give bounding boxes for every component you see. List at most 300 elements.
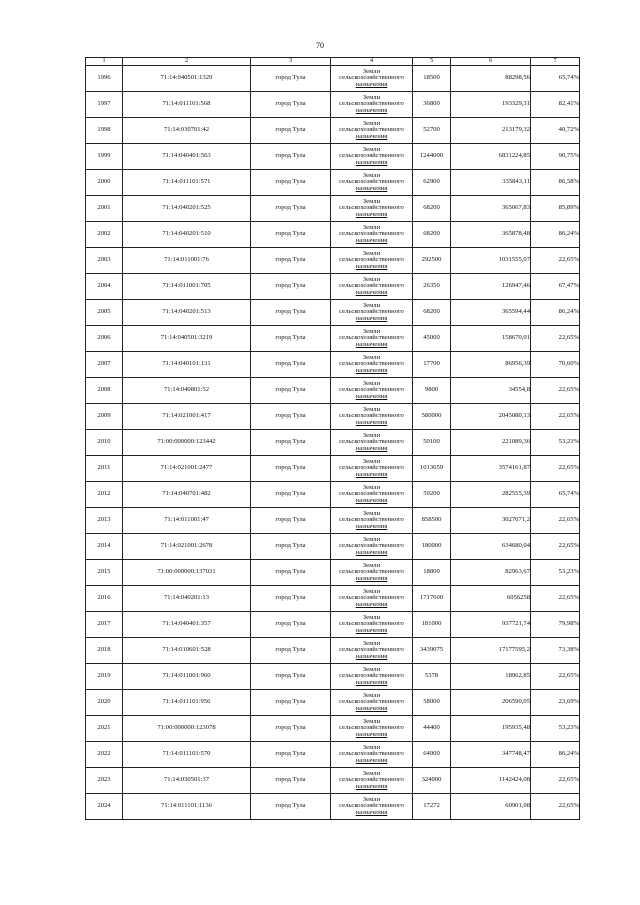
row-number: 2004 [86,274,123,300]
table-row [86,664,580,690]
land-category-line: назначения [355,782,388,790]
land-category-line: назначения [355,678,388,686]
cadastral-value: 6831224,85 [451,144,531,170]
column-header: 6 [451,58,531,66]
cadastral-value: 3574161,87 [451,456,531,482]
location: город Тула [251,612,331,638]
location: город Тула [251,638,331,664]
row-number: 2018 [86,638,123,664]
land-category [331,690,413,716]
land-category-line: сельскохозяйственного [339,308,404,316]
cadastral-value: 195935,48 [451,716,531,742]
cadastral-number: 71:14:040401:357 [123,612,251,638]
row-number: 2016 [86,586,123,612]
location: город Тула [251,248,331,274]
table-row [86,768,580,794]
location: город Тула [251,664,331,690]
row-number: 2006 [86,326,123,352]
land-category-line: Земли [362,93,381,101]
land-category-line: сельскохозяйственного [339,74,404,82]
table-row [86,794,580,820]
land-category [331,456,413,482]
area: 324000 [413,768,451,794]
column-header: 1 [86,58,123,66]
area: 9800 [413,378,451,404]
cadastral-number: 71:00:000000:123442 [123,430,251,456]
row-number: 2020 [86,690,123,716]
table-row [86,508,580,534]
table-row [86,196,580,222]
land-category-line: Земли [362,405,381,413]
percentage: 53,23% [531,430,580,456]
location: город Тула [251,144,331,170]
row-number: 1999 [86,144,123,170]
land-category-line: назначения [355,106,388,114]
land-category-line: сельскохозяйственного [339,360,404,368]
location: город Тула [251,482,331,508]
area: 68200 [413,300,451,326]
percentage: 86,24% [531,300,580,326]
area: 36800 [413,92,451,118]
land-category-line: Земли [362,795,381,803]
cadastral-value: 221089,36 [451,430,531,456]
land-category-line: сельскохозяйственного [339,282,404,290]
land-category-line: Земли [362,301,381,309]
cadastral-value: 18962,85 [451,664,531,690]
land-category-line: Земли [362,717,381,725]
location: город Тула [251,118,331,144]
location: город Тула [251,508,331,534]
row-number: 2013 [86,508,123,534]
land-category-line: сельскохозяйственного [339,594,404,602]
cadastral-value: 365878,48 [451,222,531,248]
area: 1717600 [413,586,451,612]
cadastral-number: 71:14:011001:960 [123,664,251,690]
cadastral-value: 86956,39 [451,352,531,378]
percentage: 86,24% [531,222,580,248]
land-category-line: назначения [355,600,388,608]
land-category-line: назначения [355,132,388,140]
land-category-line: назначения [355,704,388,712]
location: город Тула [251,92,331,118]
area: 62900 [413,170,451,196]
table-row [86,534,580,560]
row-number: 2022 [86,742,123,768]
land-category [331,144,413,170]
table-row [86,222,580,248]
cadastral-number: 71:14:040101:131 [123,352,251,378]
percentage: 53,23% [531,716,580,742]
row-number: 2007 [86,352,123,378]
land-category-line: Земли [362,119,381,127]
location: город Тула [251,222,331,248]
table-row [86,248,580,274]
location: город Тула [251,690,331,716]
land-category-line: сельскохозяйственного [339,126,404,134]
column-header: 2 [123,58,251,66]
cadastral-number: 71:14:030501:37 [123,768,251,794]
percentage: 53,23% [531,560,580,586]
land-category-line: сельскохозяйственного [339,464,404,472]
cadastral-value: 1142424,08 [451,768,531,794]
land-category-line: назначения [355,808,388,816]
percentage: 86,24% [531,742,580,768]
row-number: 1997 [86,92,123,118]
table-row [86,404,580,430]
area: 59200 [413,482,451,508]
area: 68200 [413,222,451,248]
land-category [331,248,413,274]
land-category-line: назначения [355,730,388,738]
cadastral-value: 34554,8 [451,378,531,404]
row-number: 2014 [86,534,123,560]
land-category-line: сельскохозяйственного [339,178,404,186]
cadastral-number: 71:14:011101:571 [123,170,251,196]
land-category-line: Земли [362,613,381,621]
land-category-line: Земли [362,509,381,517]
area: 18800 [413,560,451,586]
table-row [86,456,580,482]
percentage: 22,65% [531,456,580,482]
land-category-line: сельскохозяйственного [339,386,404,394]
cadastral-value: 335843,11 [451,170,531,196]
percentage: 86,58% [531,170,580,196]
row-number: 2023 [86,768,123,794]
land-category [331,664,413,690]
land-category-line: назначения [355,184,388,192]
area: 44400 [413,716,451,742]
percentage: 22,65% [531,378,580,404]
land-category-line: сельскохозяйственного [339,646,404,654]
area: 58000 [413,690,451,716]
land-category-line: назначения [355,236,388,244]
cadastral-value: 282555,39 [451,482,531,508]
cadastral-number: 71:14:040801:52 [123,378,251,404]
land-category-line: Земли [362,197,381,205]
cadastral-value: 193329,31 [451,92,531,118]
cadastral-value: 60901,08 [451,794,531,820]
percentage: 22,65% [531,664,580,690]
page-number: 70 [316,41,324,50]
area: 52700 [413,118,451,144]
land-category-line: назначения [355,210,388,218]
column-header: 4 [331,58,413,66]
percentage: 79,98% [531,612,580,638]
land-category-line: Земли [362,483,381,491]
land-category-line: назначения [355,288,388,296]
percentage: 22,65% [531,326,580,352]
table-row [86,170,580,196]
land-category-line: сельскохозяйственного [339,750,404,758]
location: город Тула [251,768,331,794]
cadastral-number: 71:14:011001:705 [123,274,251,300]
land-category-line: сельскохозяйственного [339,256,404,264]
location: город Тула [251,274,331,300]
land-category-line: сельскохозяйственного [339,776,404,784]
row-number: 2008 [86,378,123,404]
land-category [331,196,413,222]
row-number: 2019 [86,664,123,690]
land-category-line: сельскохозяйственного [339,672,404,680]
location: город Тула [251,430,331,456]
row-number: 2009 [86,404,123,430]
percentage: 23,69% [531,690,580,716]
area: 181000 [413,612,451,638]
cadastral-value: 2045080,13 [451,404,531,430]
location: город Тула [251,742,331,768]
cadastral-number: 71:14:040701:482 [123,482,251,508]
cadastral-number: 71:14:011101:956 [123,690,251,716]
cadastral-number: 71:14:010601:528 [123,638,251,664]
area: 180000 [413,534,451,560]
table-row [86,274,580,300]
land-category-line: назначения [355,314,388,322]
area: 580000 [413,404,451,430]
land-category-line: Земли [362,67,381,75]
land-category-line: назначения [355,444,388,452]
table-row [86,430,580,456]
land-category-line: назначения [355,418,388,426]
cadastral-number: 71:14:021001:2477 [123,456,251,482]
table-row [86,92,580,118]
area: 1244000 [413,144,451,170]
table-row [86,66,580,92]
area: 5378 [413,664,451,690]
land-category [331,66,413,92]
area: 858500 [413,508,451,534]
cadastral-value: 3027071,2 [451,508,531,534]
land-category-line: назначения [355,340,388,348]
land-category-line: Земли [362,379,381,387]
table-row [86,300,580,326]
location: город Тула [251,560,331,586]
land-category [331,560,413,586]
percentage: 73,38% [531,638,580,664]
location: город Тула [251,352,331,378]
land-category [331,716,413,742]
land-category [331,170,413,196]
land-category-line: назначения [355,80,388,88]
land-category [331,326,413,352]
location: город Тула [251,378,331,404]
location: город Тула [251,66,331,92]
land-category-line: сельскохозяйственного [339,230,404,238]
percentage: 22,65% [531,768,580,794]
table-row [86,482,580,508]
cadastral-number: 71:14:040401:563 [123,144,251,170]
land-category-line: назначения [355,262,388,270]
land-category-line: сельскохозяйственного [339,412,404,420]
row-number: 1998 [86,118,123,144]
cadastral-value: 1031555,07 [451,248,531,274]
area: 26350 [413,274,451,300]
cadastral-value: 365594,44 [451,300,531,326]
percentage: 22,65% [531,534,580,560]
land-category-line: сельскохозяйственного [339,620,404,628]
land-category [331,378,413,404]
location: город Тула [251,404,331,430]
row-number: 2011 [86,456,123,482]
cadastral-value: 88298,56 [451,66,531,92]
location: город Тула [251,794,331,820]
location: город Тула [251,326,331,352]
location: город Тула [251,170,331,196]
row-number: 2024 [86,794,123,820]
land-category-line: Земли [362,353,381,361]
area: 45000 [413,326,451,352]
table-row [86,742,580,768]
cadastral-number: 71:14:011101:1136 [123,794,251,820]
percentage: 22,65% [531,404,580,430]
cadastral-number: 71:00:000000:123078 [123,716,251,742]
column-header: 5 [413,58,451,66]
percentage: 82,41% [531,92,580,118]
table-row [86,612,580,638]
land-category-line: сельскохозяйственного [339,698,404,706]
land-category-line: назначения [355,756,388,764]
land-category-line: сельскохозяйственного [339,152,404,160]
cadastral-number: 71:14:030701:42 [123,118,251,144]
land-registry-table [85,57,580,820]
percentage: 65,74% [531,482,580,508]
row-number: 2005 [86,300,123,326]
land-category [331,742,413,768]
land-category [331,300,413,326]
area: 17700 [413,352,451,378]
land-category-line: Земли [362,145,381,153]
cadastral-value: 6056258 [451,586,531,612]
cadastral-value: 82963,67 [451,560,531,586]
percentage: 40,72% [531,118,580,144]
cadastral-value: 365067,83 [451,196,531,222]
row-number: 2015 [86,560,123,586]
land-category-line: Земли [362,327,381,335]
percentage: 22,65% [531,794,580,820]
land-category-line: Земли [362,691,381,699]
cadastral-value: 126947,46 [451,274,531,300]
cadastral-value: 347748,47 [451,742,531,768]
cadastral-number: 71:14:011001:76 [123,248,251,274]
location: город Тула [251,300,331,326]
land-category [331,534,413,560]
land-category-line: назначения [355,548,388,556]
row-number: 2000 [86,170,123,196]
cadastral-number: 71:14:011001:47 [123,508,251,534]
row-number: 2021 [86,716,123,742]
land-category-line: сельскохозяйственного [339,568,404,576]
land-category-line: Земли [362,535,381,543]
land-category-line: Земли [362,769,381,777]
land-category-line: назначения [355,158,388,166]
row-number: 2010 [86,430,123,456]
land-category-line: назначения [355,574,388,582]
land-category-line: Земли [362,457,381,465]
land-category-line: сельскохозяйственного [339,334,404,342]
land-category-line: Земли [362,561,381,569]
cadastral-number: 71:14:040501:1329 [123,66,251,92]
cadastral-value: 158670,01 [451,326,531,352]
land-category [331,222,413,248]
cadastral-value: 937721,74 [451,612,531,638]
table-row [86,352,580,378]
area: 1013659 [413,456,451,482]
column-header: 3 [251,58,331,66]
cadastral-value: 17177595,2 [451,638,531,664]
percentage: 22,65% [531,508,580,534]
land-category-line: сельскохозяйственного [339,438,404,446]
percentage: 67,47% [531,274,580,300]
land-category-line: назначения [355,392,388,400]
row-number: 1996 [86,66,123,92]
land-category-line: назначения [355,366,388,374]
cadastral-value: 634680,04 [451,534,531,560]
land-category [331,430,413,456]
percentage: 70,60% [531,352,580,378]
land-category-line: назначения [355,522,388,530]
table-row [86,326,580,352]
land-category-line: Земли [362,223,381,231]
cadastral-number: 71:14:040201:513 [123,300,251,326]
cadastral-number: 71:14:040501:3219 [123,326,251,352]
area: 50100 [413,430,451,456]
land-category [331,92,413,118]
location: город Тула [251,716,331,742]
land-category-line: сельскохозяйственного [339,802,404,810]
land-category-line: Земли [362,275,381,283]
location: город Тула [251,196,331,222]
land-category-line: сельскохозяйственного [339,100,404,108]
cadastral-number: 71:14:011101:570 [123,742,251,768]
cadastral-number: 71:14:040201:525 [123,196,251,222]
cadastral-number: 71:14:021001:2678 [123,534,251,560]
land-category-line: сельскохозяйственного [339,204,404,212]
location: город Тула [251,586,331,612]
land-category [331,482,413,508]
land-category-line: Земли [362,249,381,257]
row-number: 2017 [86,612,123,638]
cadastral-number: 71:14:040201:13 [123,586,251,612]
land-category [331,118,413,144]
cadastral-number: 71:14:021001:417 [123,404,251,430]
land-category [331,352,413,378]
percentage: 85,89% [531,196,580,222]
land-category-line: Земли [362,171,381,179]
area: 17272 [413,794,451,820]
area: 292500 [413,248,451,274]
land-category [331,274,413,300]
land-category-line: сельскохозяйственного [339,490,404,498]
table-row [86,586,580,612]
land-category-line: Земли [362,431,381,439]
location: город Тула [251,534,331,560]
cadastral-number: 71:14:040201:510 [123,222,251,248]
percentage: 65,74% [531,66,580,92]
land-category-line: назначения [355,470,388,478]
cadastral-value: 213179,32 [451,118,531,144]
area: 68200 [413,196,451,222]
land-category-line: Земли [362,587,381,595]
land-category-line: назначения [355,626,388,634]
land-category [331,638,413,664]
land-category [331,794,413,820]
table-row [86,716,580,742]
land-category [331,586,413,612]
cadastral-number: 71:00:000000:137031 [123,560,251,586]
row-number: 2003 [86,248,123,274]
table-row [86,118,580,144]
row-number: 2001 [86,196,123,222]
land-category [331,768,413,794]
